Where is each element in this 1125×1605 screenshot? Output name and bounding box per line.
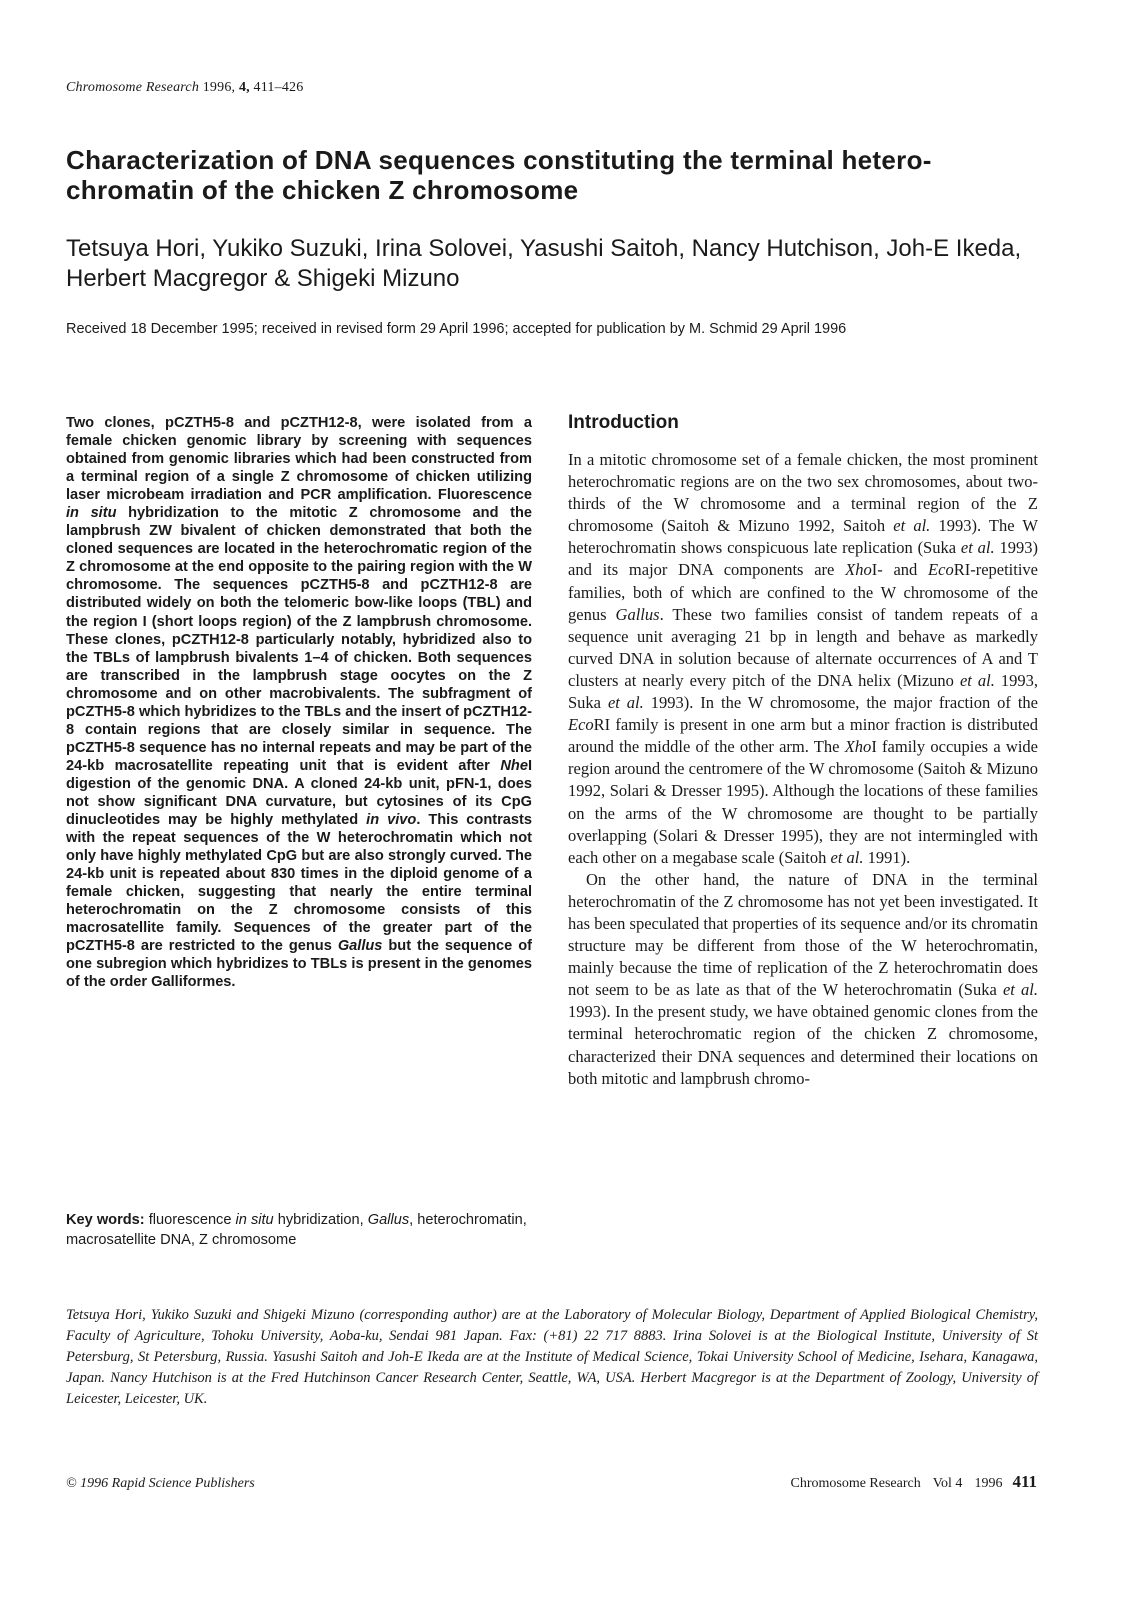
abstract-italic-term: Gallus: [337, 938, 383, 955]
keywords-italic: Gallus: [367, 1212, 410, 1228]
introduction-body: [568, 449, 1038, 1090]
keywords-italic: in situ: [235, 1212, 274, 1228]
footer-volume: Vol 4: [932, 1476, 963, 1491]
footer-journal-info: [790, 1472, 1037, 1492]
abstract-text: but the sequence of one subregion which hybridizes to TBLs is present in the genomes of the order Galliformes.: [66, 938, 532, 991]
intro-paragraph-1: In a mitotic chromosome set of a female chicken, the most prominent heterochromatic regions are on the two sex chromosomes, about two-thirds of the W chromosome and a terminal region of the Z chromosome (Saitoh & Mizuno 1992, Saitoh et al. 1993). The W heterochromatin shows conspicuous late replication (Suka et al. 1993) and its major DNA components are XhoI- and EcoRI-repetitive families, both of which are confined to the W chromosome of the genus Gallus. These two families consist of tandem repeats of a sequence unit averaging 21 bp in length and behave as markedly curved DNA in solution because of alternate occurrences of A and T clusters at nearly every pitch of the DNA helix (Mizuno et al. 1993, Suka et al. 1993). In the W chromosome, the major fraction of the EcoRI family is present in one arm but a minor fraction is distributed around the middle of the other arm. The XhoI family occupies a wide region around the centromere of the W chromosome (Saitoh & Mizuno 1992, Solari & Dresser 1995). Although the locations of these families on the arms of the W chromosome are thought to be partially overlapping (Solari & Dresser 1995), they are not intermingled with each other on a megabase scale (Saitoh et al. 1991).: [568, 450, 1039, 867]
page-number: 411: [1012, 1472, 1037, 1491]
author-list: Tetsuya Hori, Yukiko Suzuki, Irina Solovei, Yasushi Saitoh, Nancy Hutchison, Joh-E Ikeda, Herbert Macgregor & Shigeki Mizuno: [66, 235, 1022, 292]
header-year: 1996,: [202, 80, 236, 95]
footer-copyright: © 1996 Rapid Science Publishers: [66, 1476, 255, 1491]
keywords-text: , heterochromatin, macrosatellite DNA, Z chromosome: [66, 1212, 527, 1248]
article-title: Characterization of DNA sequences constituting the terminal hetero-chromatin of the chicken Z chromosome: [66, 145, 932, 205]
header-pages: 411–426: [253, 80, 304, 95]
author-affiliations: Tetsuya Hori, Yukiko Suzuki and Shigeki Mizuno (corresponding author) are at the Laboratory of Molecular Biology, Department of Applied Biological Chemistry, Faculty of Agriculture, Tohoku University, Aoba-ku, Sendai 981 Japan. Fax: (+81) 22 717 8883. Irina Solovei is at the Biological Institute, University of St Petersburg, St Petersburg, Russia. Yasushi Saitoh and Joh-E Ikeda are at the Institute of Medical Science, Tokai University School of Medicine, Isehara, Kanagawa, Japan. Nancy Hutchison is at the Fred Hutchinson Cancer Research Center, Seattle, WA, USA. Herbert Macgregor is at the Department of Zoology, University of Leicester, Leicester, UK.: [66, 1307, 1038, 1407]
abstract-italic-term: in situ: [66, 505, 117, 522]
footer-year: 1996: [974, 1476, 1003, 1491]
section-heading-introduction: Introduction: [568, 412, 679, 433]
keywords-text: fluorescence: [144, 1212, 236, 1228]
abstract-italic-term: in vivo: [366, 812, 417, 829]
received-dates: Received 18 December 1995; received in revised form 29 April 1996; accepted for publication by M. Schmid 29 April 1996: [66, 321, 847, 337]
keywords-text: hybridization,: [273, 1212, 368, 1228]
journal-header: [66, 80, 303, 96]
footer-journal: Chromosome Research: [790, 1476, 921, 1491]
keywords-label: Key words:: [66, 1212, 145, 1228]
abstract-text: hybridization to the mitotic Z chromosome and the lampbrush ZW bivalent of chicken demonstrated that both the cloned sequences are located in the heterochromatic region of the Z chromosome at the end opposite to the pairing region with the W chromosome. The sequences pCZTH5-8 and pCZTH12-8 are distributed widely on both the telomeric bow-like loops (TBL) and the region I (short loops region) of the Z lampbrush chromosome. These clones, pCZTH12-8 particularly notably, hybridized also to the TBLs of lampbrush bivalents 1–4 of chicken. Both sequences are transcribed in the lampbrush stage oocytes on the Z chromosome and on other macrobivalents. The subfragment of pCZTH5-8 which hybridizes to the TBLs and the insert of pCZTH12-8 contain regions that are closely similar in sequence. The pCZTH5-8 sequence has no internal repeats and may be part of the 24-kb macrosatellite repeating unit that is evident after: [66, 505, 532, 774]
abstract-text: I digestion of the genomic DNA. A cloned 24-kb unit, pFN-1, does not show significant DNA curvature, but cytosines of its CpG dinucleotides may be highly methylated: [66, 757, 532, 829]
keywords: [66, 1210, 532, 1250]
abstract-text: . This contrasts with the repeat sequences of the W heterochromatin which not only have highly methylated CpG but are also strongly curved. The 24-kb unit is repeated about 830 times in the diploid genome of a female chicken, suggesting that nearly the entire terminal heterochromatin on the Z chromosome consists of this macrosatellite family. Sequences of the greater part of the pCZTH5-8 are restricted to the genus: [66, 812, 532, 955]
abstract: [66, 414, 532, 992]
abstract-italic-term: Nhe: [500, 757, 528, 774]
header-volume: 4,: [238, 80, 250, 95]
header-journal: Chromosome Research: [66, 80, 200, 95]
abstract-text: Two clones, pCZTH5-8 and pCZTH12-8, were isolated from a female chicken genomic library by screening with sequences obtained from genomic libraries which had been constructed from a terminal region of a single Z chromosome of chicken utilizing laser microbeam irradiation and PCR amplification. Fluorescence: [66, 415, 532, 504]
intro-paragraph-2: On the other hand, the nature of DNA in the terminal heterochromatin of the Z chromosome has not yet been investigated. It has been speculated that properties of its sequence and/or its chromatin structure may be different from those of the W heterochromatin, mainly because the time of replication of the Z heterochromatin does not seem to be as late as that of the W heterochromatin (Suka et al. 1993). In the present study, we have obtained genomic clones from the terminal heterochromatic region of the chicken Z chromosome, characterized their DNA sequences and determined their locations on both mitotic and lampbrush chromo-: [568, 869, 1038, 1088]
